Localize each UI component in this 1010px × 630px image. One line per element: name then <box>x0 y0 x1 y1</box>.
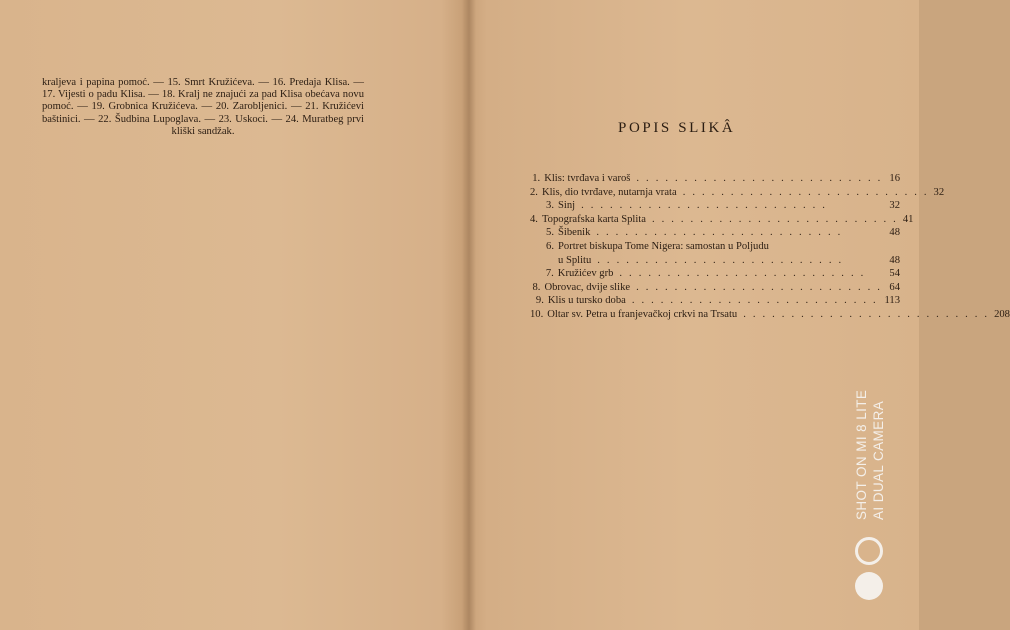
list-item <box>530 172 900 186</box>
item-title: Klis, dio tvrđave, nutarnja vrata <box>541 186 677 198</box>
leader-dots: .......................... <box>682 186 934 198</box>
leader-dots: .......................... <box>597 254 849 266</box>
item-title: Portret biskupa Tome Nigera: samostan u Poljudu <box>558 240 769 252</box>
leader-dots: .......................... <box>596 227 848 239</box>
left-page <box>0 0 466 630</box>
item-page: 208 <box>994 308 1010 320</box>
item-page: 16 <box>889 173 900 184</box>
list-item <box>530 294 900 308</box>
leader-dots: .......................... <box>636 173 888 184</box>
item-title-continuation-row <box>530 254 900 268</box>
watermark-line-2: AI DUAL CAMERA <box>871 400 886 520</box>
item-page: 48 <box>889 254 900 266</box>
item-number: 6. <box>546 240 554 252</box>
camera-watermark <box>845 360 905 610</box>
left-page-paragraph: kraljeva i papina pomoć. — 15. Smrt Kružićeva. — 16. Predaja Klisa. — 17. Vijesti o padu Klisa. — 18. Kralj ne znajući za pad Klisa obećava novu pomoć. — 19. Grobnica Kružićeva. — 20. Zarobljenici. — 21. Kružićevi baštinici. — 22. Šudbina Lupoglava. — 23. Uskoci. — 24. Muratbeg prvi kliški sandžak. <box>42 76 364 138</box>
camera-ring-icon <box>855 537 883 565</box>
illustrations-list <box>530 172 1010 322</box>
item-title-continuation: u Splitu <box>558 254 592 266</box>
item-title: Kružićev grb <box>557 268 614 280</box>
leader-dots: .......................... <box>581 200 832 212</box>
item-page: 113 <box>884 295 900 307</box>
item-page: 32 <box>889 200 900 212</box>
list-item <box>530 213 914 227</box>
item-page: 48 <box>889 227 900 239</box>
item-title: Klis: tvrđava i varoš <box>544 173 631 184</box>
leader-dots: .......................... <box>743 308 995 320</box>
list-of-illustrations-title: POPIS SLIKÂ <box>618 120 736 136</box>
item-page: 32 <box>933 186 945 198</box>
leader-dots: .......................... <box>651 213 903 225</box>
item-number: 5. <box>546 227 554 239</box>
item-number: 9. <box>535 295 544 307</box>
item-page: 54 <box>889 268 900 280</box>
item-title: Oltar sv. Petra u franjevačkoj crkvi na Trsatu <box>547 308 738 320</box>
item-page: 64 <box>889 281 900 293</box>
list-item <box>530 281 900 295</box>
watermark-line-1: SHOT ON MI 8 LITE <box>854 389 869 520</box>
leader-dots: .......................... <box>636 281 887 293</box>
list-item <box>530 267 900 281</box>
item-title: Topografska karta Splita <box>541 213 646 225</box>
item-title: Obrovac, dvije slike <box>544 281 631 293</box>
leader-dots: .......................... <box>619 268 871 280</box>
item-number: 8. <box>532 281 541 293</box>
item-number: 2. <box>530 186 538 198</box>
item-title: Klis u tursko doba <box>547 295 626 307</box>
item-number: 7. <box>545 268 554 280</box>
item-number: 4. <box>530 213 538 225</box>
list-item <box>530 240 900 267</box>
list-item <box>530 226 900 240</box>
item-title: Sinj <box>558 200 576 212</box>
item-number: 10. <box>530 308 544 320</box>
item-title: Šibenik <box>558 227 591 239</box>
item-number: 3. <box>546 200 554 212</box>
watermark-text <box>853 360 893 520</box>
list-item <box>530 199 900 213</box>
list-item <box>530 186 945 200</box>
camera-dot-icon <box>855 572 883 600</box>
list-item <box>530 308 1010 322</box>
item-page: 41 <box>902 213 914 225</box>
item-number: 1. <box>532 173 541 184</box>
leader-dots: .......................... <box>631 295 883 307</box>
